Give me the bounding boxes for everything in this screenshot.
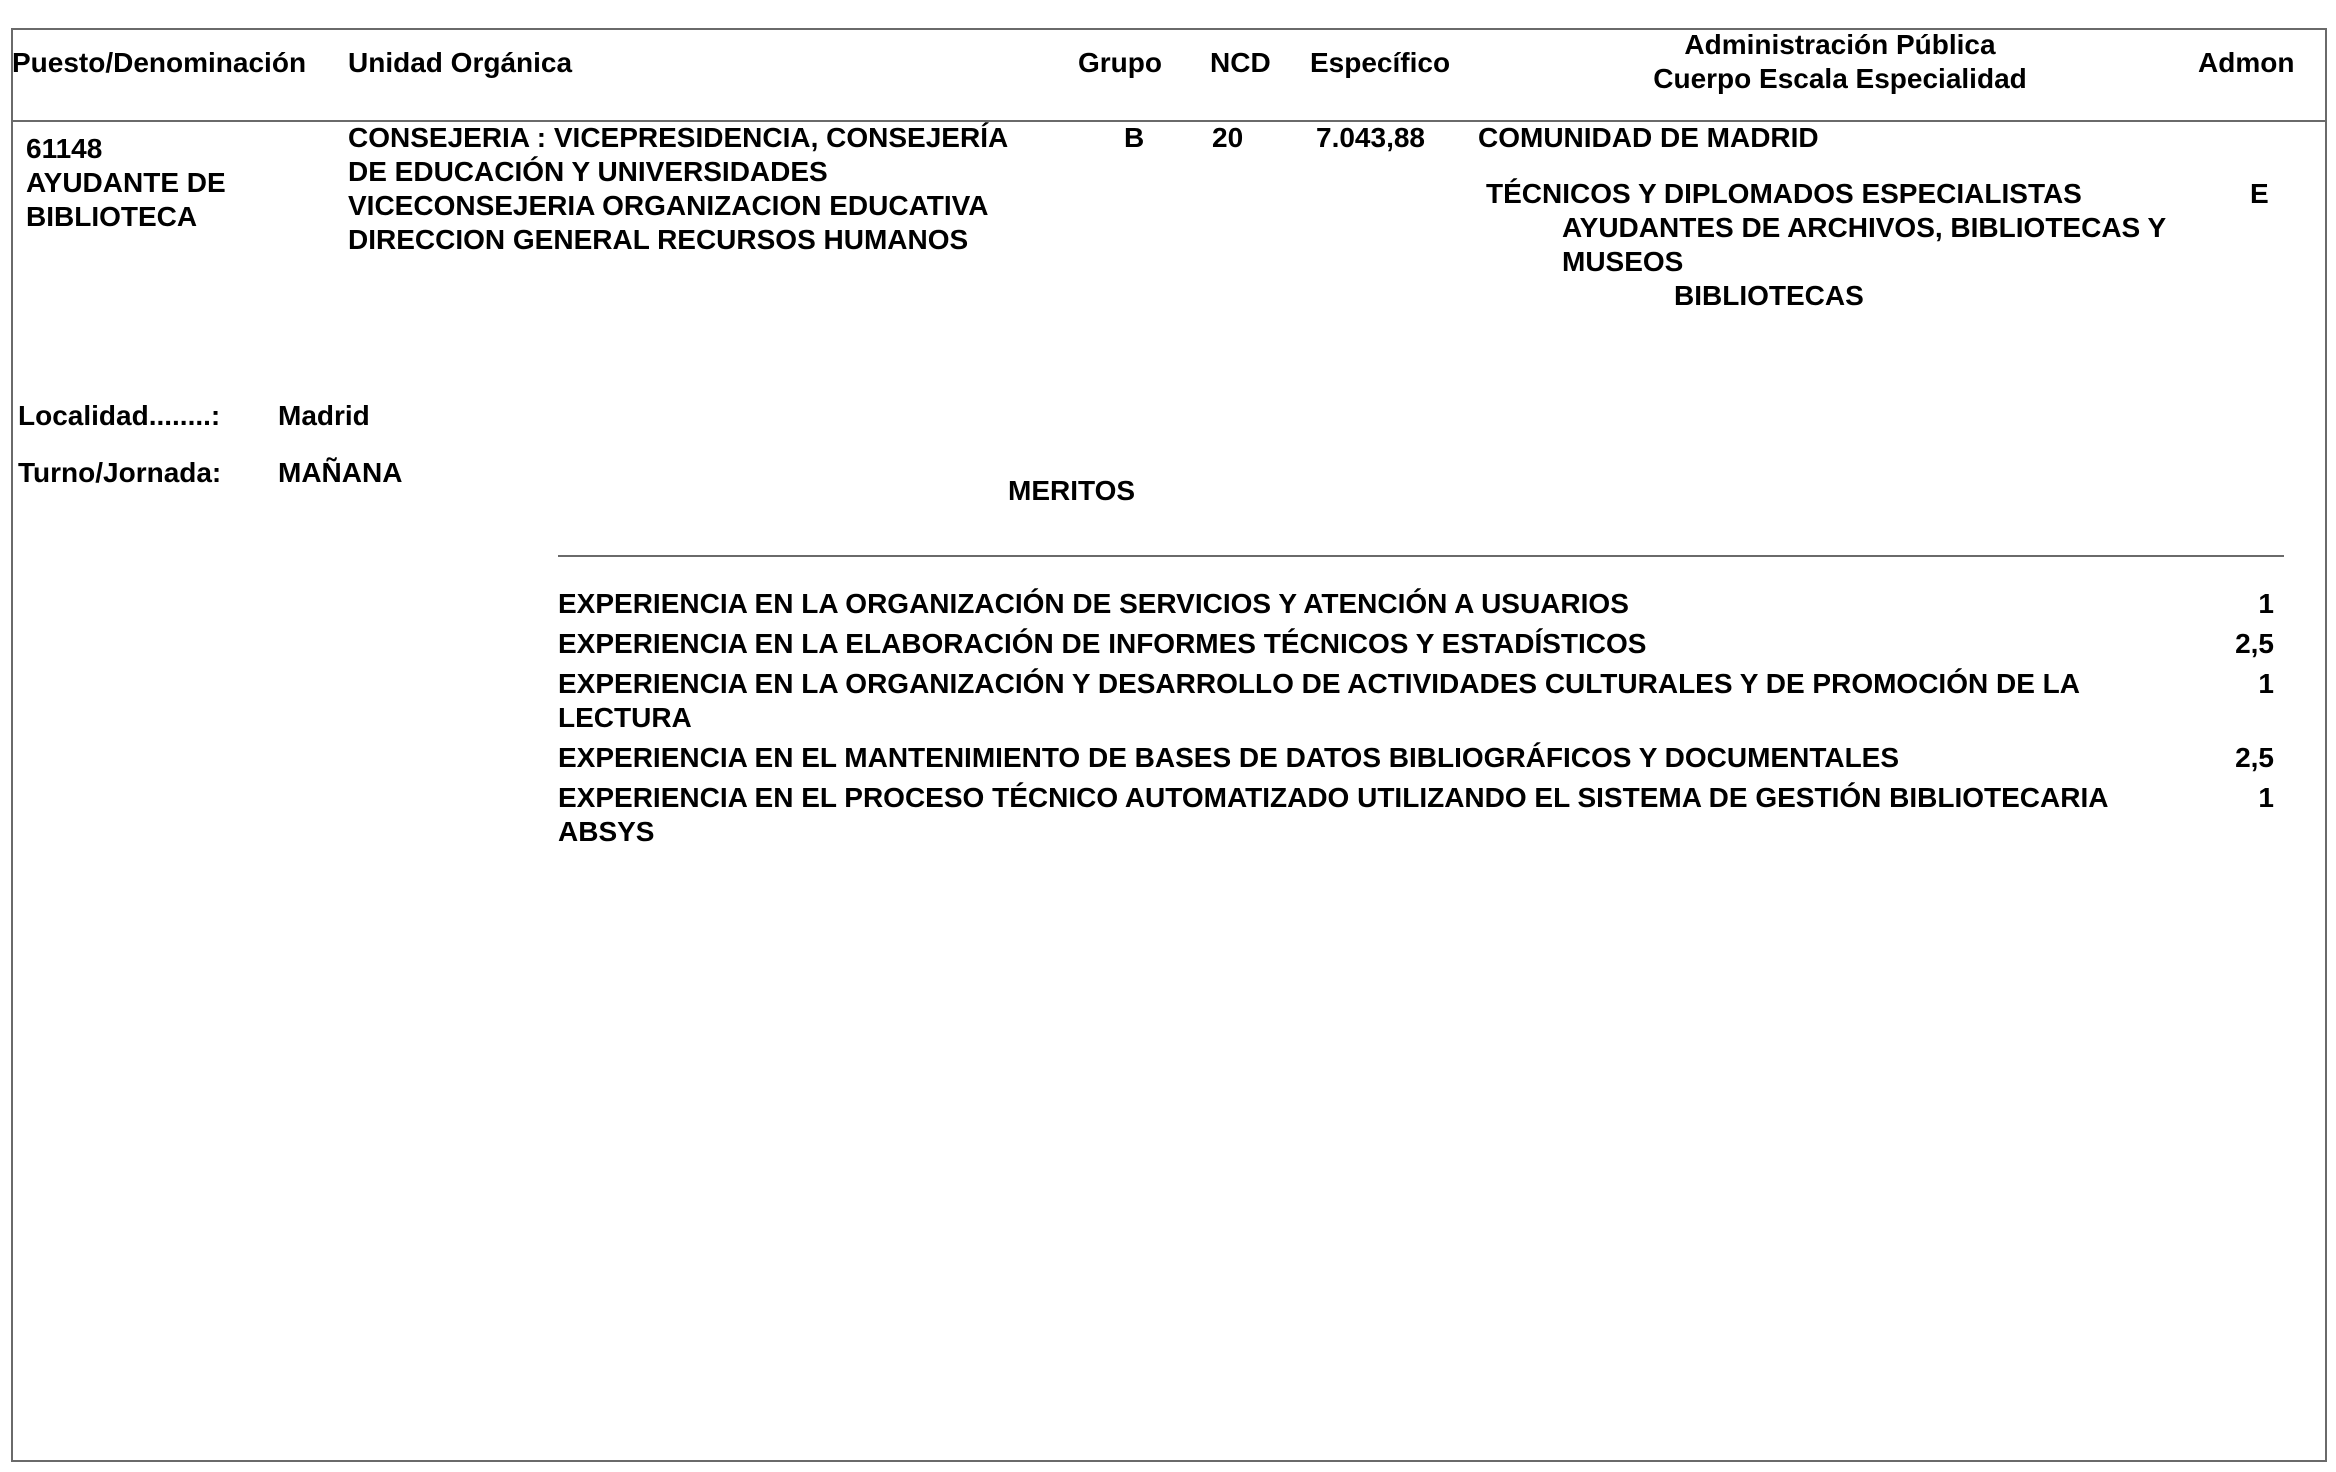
unidad-line4: DIRECCION GENERAL RECURSOS HUMANOS [348,224,969,255]
unidad-organica-cell [348,121,1008,257]
merit-score: 2,5 [2235,628,2274,659]
administracion-value: COMUNIDAD DE MADRID [1478,122,1819,153]
escala-cell [1562,211,2166,279]
header-admon: Admon [2198,47,2295,78]
localidad-label: Localidad........: [18,400,221,431]
grupo-value: B [1124,122,1145,153]
puesto-name-line1: AYUDANTE DE [26,167,226,198]
especifico-value: 7.043,88 [1316,122,1425,153]
merit-score: 2,5 [2235,742,2274,773]
puesto-cell [26,132,226,234]
unidad-line3: VICECONSEJERIA ORGANIZACION EDUCATIVA [348,190,989,221]
header-grupo: Grupo [1078,47,1162,78]
localidad-value: Madrid [278,400,370,431]
header-admin-line1: Administración Pública [1684,29,1996,60]
admon-value: E [2250,178,2269,209]
merit-text: EXPERIENCIA EN EL PROCESO TÉCNICO AUTOMATIZADO UTILIZANDO EL SISTEMA DE GESTIÓN BIBLIOTECARIA ABSYS [558,782,2108,847]
merit-text: EXPERIENCIA EN LA ELABORACIÓN DE INFORMES TÉCNICOS Y ESTADÍSTICOS [558,628,1647,659]
unidad-line1: CONSEJERIA : VICEPRESIDENCIA, CONSEJERÍA [348,122,1009,153]
merit-text: EXPERIENCIA EN LA ORGANIZACIÓN Y DESARROLLO DE ACTIVIDADES CULTURALES Y DE PROMOCIÓN DE LA LECTURA [558,668,2079,733]
header-ncd: NCD [1210,47,1271,78]
header-administracion-publica [1580,28,2100,96]
merit-score: 1 [2258,588,2274,619]
header-unidad: Unidad Orgánica [348,47,573,78]
turno-value: MAÑANA [278,457,403,488]
puesto-code: 61148 [26,133,103,164]
especialidad-value: BIBLIOTECAS [1674,280,1864,311]
merit-text: EXPERIENCIA EN LA ORGANIZACIÓN DE SERVICIOS Y ATENCIÓN A USUARIOS [558,588,1629,619]
escala-line2: MUSEOS [1562,246,1684,277]
unidad-line2: DE EDUCACIÓN Y UNIVERSIDADES [348,156,828,187]
ncd-value: 20 [1212,122,1244,153]
meritos-title: MERITOS [1008,475,1136,506]
escala-line1: AYUDANTES DE ARCHIVOS, BIBLIOTECAS Y [1562,212,2167,243]
header-admin-line2: Cuerpo Escala Especialidad [1653,63,2027,94]
header-puesto: Puesto/Denominación [12,47,307,78]
header-especifico: Específico [1310,47,1451,78]
merit-score: 1 [2258,782,2274,813]
merit-score: 1 [2258,668,2274,699]
meritos-divider [558,555,2284,557]
turno-label: Turno/Jornada: [18,457,222,488]
merit-text: EXPERIENCIA EN EL MANTENIMIENTO DE BASES DE DATOS BIBLIOGRÁFICOS Y DOCUMENTALES [558,742,1900,773]
cuerpo-value: TÉCNICOS Y DIPLOMADOS ESPECIALISTAS [1486,178,2082,209]
puesto-name-line2: BIBLIOTECA [26,201,198,232]
